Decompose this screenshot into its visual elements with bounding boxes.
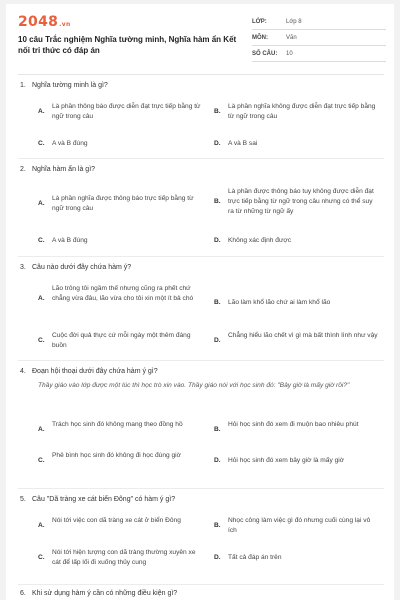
- meta-row-count: [252, 46, 386, 62]
- option-letter: B.: [214, 299, 221, 306]
- question-text: [20, 264, 131, 271]
- question-stem: Câu "Dã tràng xe cát biển Đông" có hàm ý gì?: [32, 496, 176, 503]
- option-letter: D.: [214, 554, 221, 561]
- option-letter: D.: [214, 337, 221, 344]
- option-letter: A.: [38, 426, 45, 433]
- option-letter: D.: [214, 457, 221, 464]
- option-text: Hỏi học sinh đó xem bây giờ là mấy giờ: [228, 457, 345, 464]
- option-text: Không xác định được: [228, 237, 291, 244]
- question-stem: Câu nào dưới đây chứa hàm ý?: [32, 264, 132, 271]
- option-text: Chẳng hiểu lão chết vì gì mà bất thình lình như vậy: [228, 332, 378, 339]
- meta-key: SỐ CÂU:: [252, 50, 278, 57]
- question-number: 6.: [20, 590, 26, 597]
- option-text: Là phần được thông báo tuy không được diễn đạt trực tiếp bằng từ ngữ trong câu nhưng có thể suy ra từ những từ ngữ ấy: [228, 188, 374, 215]
- logo-sub: .vn: [59, 21, 71, 28]
- option-text: Hỏi học sinh đó xem đi muộn bao nhiêu phút: [228, 421, 359, 428]
- option-letter: B.: [214, 198, 221, 205]
- question-text: [20, 82, 108, 89]
- question-number: 5.: [20, 496, 26, 503]
- question-number: 3.: [20, 264, 26, 271]
- question-divider: [18, 584, 384, 585]
- question-divider: [18, 360, 384, 361]
- option-text: Lão làm khổ lão chứ ai làm khổ lão: [228, 299, 331, 306]
- option-letter: A.: [38, 522, 45, 529]
- meta-key: MÔN:: [252, 34, 268, 41]
- logo-main: 2048: [18, 14, 59, 30]
- option-letter: A.: [38, 295, 45, 302]
- option-letter: A.: [38, 108, 45, 115]
- option-letter: C.: [38, 554, 45, 561]
- meta-key: LỚP:: [252, 18, 267, 25]
- option-letter: C.: [38, 337, 45, 344]
- option-letter: C.: [38, 237, 45, 244]
- question-quote: Thầy giáo vào lớp được một lúc thì học trò xin vào. Thầy giáo nói với học sinh đó: "Bây giờ là mấy giờ rồi?": [38, 382, 350, 389]
- option-text: Nhọc công làm việc gì đó nhưng cuối cùng lại vô ích: [228, 517, 371, 534]
- question-number: 2.: [20, 166, 26, 173]
- option-letter: D.: [214, 140, 221, 147]
- question-stem: Nghĩa hàm ẩn là gì?: [32, 166, 96, 173]
- meta-value: Văn: [286, 34, 297, 41]
- option-text: Nói tới hiện tượng con dã tràng thường xuyên xe cát để lấp lối đi xuống thủy cung: [52, 549, 196, 566]
- question-divider: [18, 488, 384, 489]
- option-letter: C.: [38, 140, 45, 147]
- question-divider: [18, 158, 384, 159]
- meta-value: 10: [286, 50, 293, 57]
- question-text: [20, 590, 177, 597]
- option-text: A và B sai: [228, 140, 258, 147]
- document-page: [6, 4, 394, 600]
- option-letter: C.: [38, 457, 45, 464]
- question-number: 1.: [20, 82, 26, 89]
- option-text: Tất cả đáp án trên: [228, 554, 282, 561]
- option-text: Là phần nghĩa không được diễn đạt trực tiếp bằng từ ngữ trong câu: [228, 103, 376, 120]
- question-stem: Nghĩa tường minh là gì?: [32, 82, 108, 89]
- question-text: [20, 496, 175, 503]
- option-text: Cuộc đời quả thực cứ mỗi ngày một thêm đáng buồn: [52, 332, 191, 349]
- question-divider: [18, 256, 384, 257]
- option-text: Nói tới việc con dã tràng xe cát ở biển Đông: [52, 517, 181, 524]
- question-text: [20, 368, 158, 375]
- option-text: Là phần nghĩa được thông báo trực tiếp bằng từ ngữ trong câu: [52, 195, 194, 212]
- option-letter: A.: [38, 200, 45, 207]
- meta-table: [252, 14, 386, 62]
- question-number: 4.: [20, 368, 26, 375]
- question-stem: Khi sử dụng hàm ý cần có những điều kiện gì?: [32, 590, 178, 597]
- option-text: Trách học sinh đó không mang theo đồng hồ: [52, 421, 183, 428]
- document-header: [6, 4, 394, 70]
- option-letter: B.: [214, 522, 221, 529]
- option-text: A và B đúng: [52, 140, 88, 147]
- question-stem: Đoạn hội thoại dưới đây chứa hàm ý gì?: [32, 368, 158, 375]
- option-text: A và B đúng: [52, 237, 88, 244]
- option-text: Lão trông tôi ngầm thế nhưng cũng ra phết chứ chẳng vừa đâu, lão vừa cho tôi xin một ít bả chó: [52, 285, 194, 302]
- header-divider: [18, 74, 384, 75]
- option-letter: B.: [214, 108, 221, 115]
- option-text: Là phần thông báo được diễn đạt trực tiếp bằng từ ngữ trong câu: [52, 103, 201, 120]
- option-text: Phê bình học sinh đó không đi học đúng giờ: [52, 452, 181, 459]
- meta-row-subject: [252, 30, 386, 46]
- option-letter: D.: [214, 237, 221, 244]
- document-title: 10 câu Trắc nghiệm Nghĩa tường minh, Nghĩa hàm ẩn Kết nối tri thức có đáp án: [18, 35, 237, 55]
- option-letter: B.: [214, 426, 221, 433]
- meta-value: Lớp 8: [286, 18, 302, 25]
- meta-row-class: [252, 14, 386, 30]
- question-text: [20, 166, 95, 173]
- site-logo[interactable]: [18, 14, 71, 30]
